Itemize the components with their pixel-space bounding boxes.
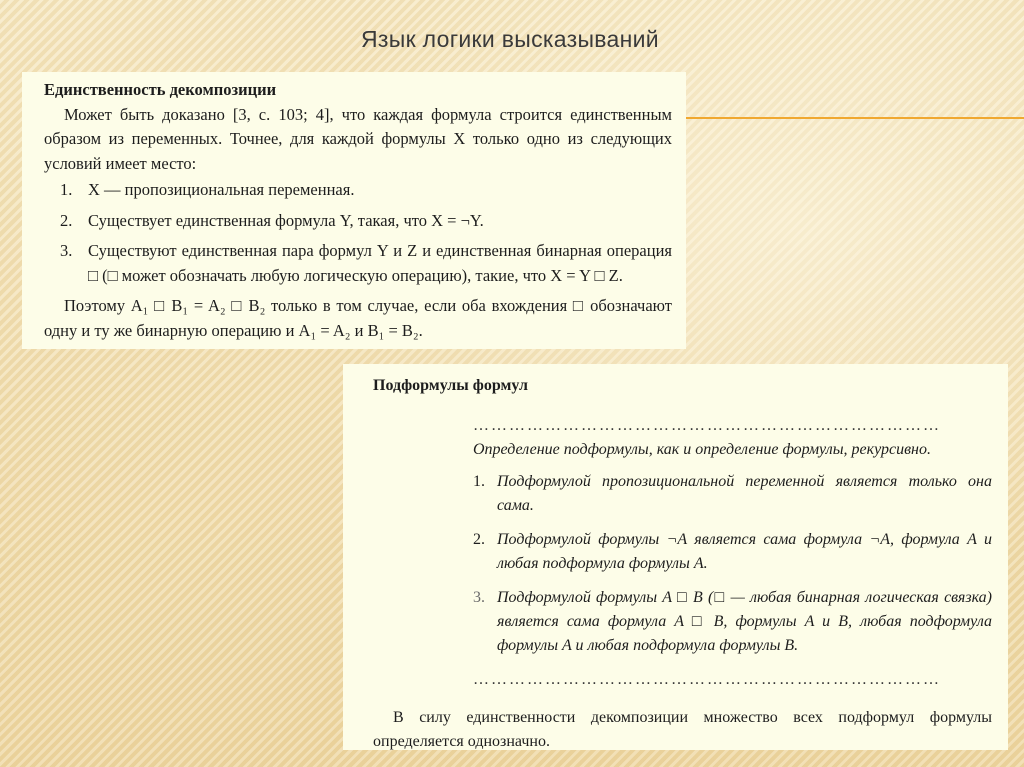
rule-number: 2. [473, 531, 485, 548]
ellipsis-divider-bottom: …………………………………………………………………… [473, 671, 941, 688]
uniqueness-closing: В силу единственности декомпозиции множество всех подформул формулы определяется однозначно. [373, 709, 992, 750]
decomposition-conclusion: Поэтому A₁ □ B₁ = A₂ □ B₂ только в том случае, если оба вхождения □ обозначают одну и ту же бинарную операцию и A₁ = A₂ и B₁ = B₂. [44, 296, 672, 340]
condition-item [44, 209, 672, 234]
subformulas-card [343, 364, 1008, 750]
condition-number: 3. [60, 241, 73, 260]
subformula-definition: Определение подформулы, как и определение формулы, рекурсивно. [473, 441, 931, 458]
subformulas-heading: Подформулы формул [373, 377, 528, 394]
rule-text: Подформулой пропозициональной переменной является только она сама. [497, 473, 992, 514]
ellipsis-divider-top: …………………………………………………………………… [473, 417, 941, 434]
condition-text: Существуют единственная пара формул Y и Z и единственная бинарная операция □ (□ может обозначать любую логическую операцию), такие, что X = Y □ Z. [88, 241, 672, 285]
rule-number: 1. [473, 473, 485, 490]
decomposition-heading: Единственность декомпозиции [44, 80, 277, 99]
rule-number: 3. [473, 589, 485, 606]
condition-item [44, 178, 672, 203]
rule-item [473, 470, 992, 518]
decomposition-conditions [44, 178, 672, 288]
condition-number: 2. [60, 210, 73, 230]
condition-item [44, 239, 672, 288]
rule-text: Подформулой формулы ¬A является сама формула ¬A, формула A и любая подформула формулы A. [497, 531, 992, 572]
condition-number: 1. [60, 180, 73, 199]
slide-title: Язык логики высказываний [361, 26, 659, 52]
rule-item [473, 528, 992, 576]
rule-item [473, 586, 992, 658]
rule-text: Подформулой формулы A □ B (□ — любая бинарная логическая связка) является сама формула A □ B, формулы A и B, любая подформула формулы A и любая подформула формулы B. [497, 589, 992, 654]
condition-text: Существует единственная формула Y, такая, что X = ¬Y. [88, 210, 484, 230]
condition-text: X — пропозициональная переменная. [88, 180, 355, 199]
decomposition-card [22, 72, 686, 349]
decomposition-intro: Может быть доказано [3, с. 103; 4], что каждая формула строится единственным образом из переменных. Точнее, для каждой формулы X только одно из следующих условий имеет место: [44, 104, 672, 173]
subformula-rules [373, 470, 992, 658]
accent-line [684, 117, 1024, 119]
